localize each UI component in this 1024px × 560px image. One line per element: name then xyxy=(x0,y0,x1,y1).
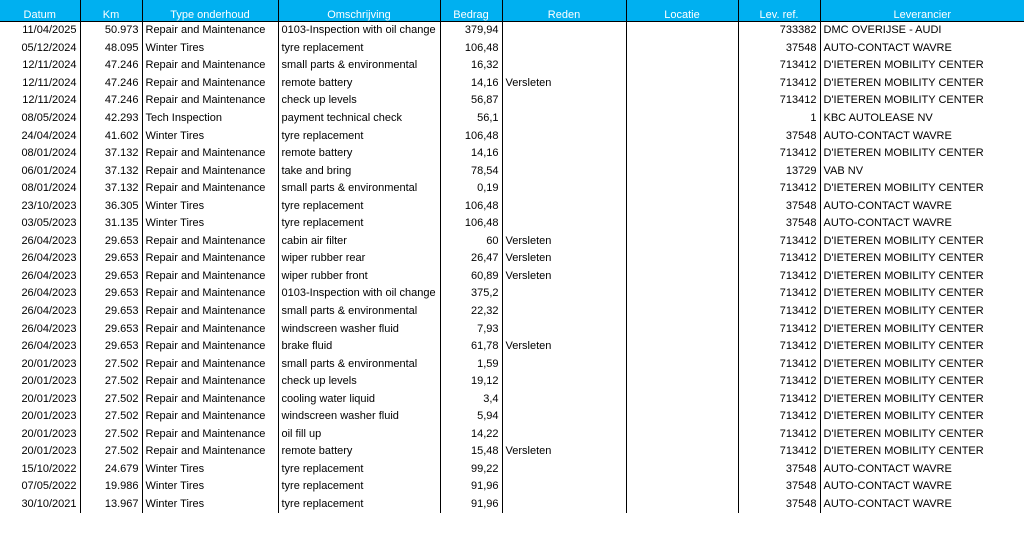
bedrag-cell[interactable]: 14,16 xyxy=(440,75,502,93)
km-cell[interactable]: 31.135 xyxy=(80,215,142,233)
omschrijving-cell[interactable]: remote battery xyxy=(278,145,440,163)
km-cell[interactable]: 27.502 xyxy=(80,408,142,426)
table-row[interactable] xyxy=(0,443,1024,461)
reden-cell[interactable] xyxy=(502,303,626,321)
leverancier-cell[interactable]: D'IETEREN MOBILITY CENTER xyxy=(820,75,1024,93)
column-header-bedrag[interactable]: Bedrag xyxy=(440,0,502,22)
bedrag-cell[interactable]: 61,78 xyxy=(440,338,502,356)
datum-cell[interactable]: 20/01/2023 xyxy=(21,357,77,370)
table-row[interactable] xyxy=(0,390,1024,408)
leverancier-cell[interactable]: D'IETEREN MOBILITY CENTER xyxy=(820,250,1024,268)
reden-cell[interactable] xyxy=(502,390,626,408)
type-onderhoud-cell[interactable]: Winter Tires xyxy=(142,496,278,514)
omschrijving-cell[interactable]: cabin air filter xyxy=(278,233,440,251)
table-row[interactable] xyxy=(0,426,1024,444)
locatie-cell[interactable] xyxy=(626,57,738,75)
reden-cell[interactable] xyxy=(502,110,626,128)
datum-cell[interactable]: 26/04/2023 xyxy=(21,322,77,335)
column-header-datum[interactable]: Datum xyxy=(0,0,80,22)
omschrijving-cell[interactable]: check up levels xyxy=(278,373,440,391)
type-onderhoud-cell[interactable]: Repair and Maintenance xyxy=(142,355,278,373)
locatie-cell[interactable] xyxy=(626,215,738,233)
km-cell[interactable]: 36.305 xyxy=(80,197,142,215)
bedrag-cell[interactable]: 26,47 xyxy=(440,250,502,268)
bedrag-cell[interactable]: 78,54 xyxy=(440,162,502,180)
reden-cell[interactable] xyxy=(502,426,626,444)
leverancier-cell[interactable]: VAB NV xyxy=(820,162,1024,180)
locatie-cell[interactable] xyxy=(626,443,738,461)
datum-cell[interactable]: 12/11/2024 xyxy=(22,94,77,107)
omschrijving-cell[interactable]: take and bring xyxy=(278,162,440,180)
bedrag-cell[interactable]: 56,87 xyxy=(440,92,502,110)
type-onderhoud-cell[interactable]: Repair and Maintenance xyxy=(142,443,278,461)
bedrag-cell[interactable]: 22,32 xyxy=(440,303,502,321)
km-cell[interactable]: 29.653 xyxy=(80,303,142,321)
header-row xyxy=(0,0,1024,22)
leverancier-cell[interactable]: D'IETEREN MOBILITY CENTER xyxy=(820,408,1024,426)
omschrijving-cell[interactable]: small parts & environmental xyxy=(278,57,440,75)
bedrag-cell[interactable]: 375,2 xyxy=(440,285,502,303)
type-onderhoud-cell[interactable]: Repair and Maintenance xyxy=(142,145,278,163)
datum-cell[interactable]: 07/05/2022 xyxy=(21,480,77,493)
omschrijving-cell[interactable]: tyre replacement xyxy=(278,461,440,479)
locatie-cell[interactable] xyxy=(626,75,738,93)
lev-ref-cell[interactable]: 13729 xyxy=(738,162,820,180)
km-cell[interactable]: 29.653 xyxy=(80,320,142,338)
datum-cell[interactable]: 26/04/2023 xyxy=(21,340,77,353)
km-cell[interactable]: 50.973 xyxy=(80,22,142,40)
bedrag-cell[interactable]: 14,22 xyxy=(440,426,502,444)
datum-cell[interactable]: 26/04/2023 xyxy=(21,287,77,300)
reden-cell[interactable] xyxy=(502,215,626,233)
reden-cell[interactable] xyxy=(502,496,626,514)
reden-cell[interactable] xyxy=(502,57,626,75)
table-row[interactable] xyxy=(0,496,1024,514)
datum-cell[interactable]: 26/04/2023 xyxy=(21,234,77,247)
lev-ref-cell[interactable]: 713412 xyxy=(738,285,820,303)
km-cell[interactable]: 27.502 xyxy=(80,355,142,373)
leverancier-cell[interactable]: D'IETEREN MOBILITY CENTER xyxy=(820,57,1024,75)
bedrag-cell[interactable]: 106,48 xyxy=(440,40,502,58)
datum-cell[interactable]: 20/01/2023 xyxy=(21,445,77,458)
km-cell[interactable]: 24.679 xyxy=(80,461,142,479)
leverancier-cell[interactable]: D'IETEREN MOBILITY CENTER xyxy=(820,320,1024,338)
omschrijving-cell[interactable]: small parts & environmental xyxy=(278,355,440,373)
table-row[interactable] xyxy=(0,250,1024,268)
leverancier-cell[interactable]: D'IETEREN MOBILITY CENTER xyxy=(820,390,1024,408)
omschrijving-cell[interactable]: tyre replacement xyxy=(278,197,440,215)
lev-ref-cell[interactable]: 713412 xyxy=(738,268,820,286)
leverancier-cell[interactable]: AUTO-CONTACT WAVRE xyxy=(820,215,1024,233)
omschrijving-cell[interactable]: wiper rubber front xyxy=(278,268,440,286)
leverancier-cell[interactable]: D'IETEREN MOBILITY CENTER xyxy=(820,233,1024,251)
table-row[interactable] xyxy=(0,320,1024,338)
lev-ref-cell[interactable]: 713412 xyxy=(738,233,820,251)
bedrag-cell[interactable]: 3,4 xyxy=(440,390,502,408)
leverancier-cell[interactable]: D'IETEREN MOBILITY CENTER xyxy=(820,92,1024,110)
datum-cell[interactable]: 12/11/2024 xyxy=(22,76,77,89)
type-onderhoud-cell[interactable]: Winter Tires xyxy=(142,127,278,145)
km-cell[interactable]: 29.653 xyxy=(80,338,142,356)
omschrijving-cell[interactable]: oil fill up xyxy=(278,426,440,444)
omschrijving-cell[interactable]: tyre replacement xyxy=(278,215,440,233)
omschrijving-cell[interactable]: small parts & environmental xyxy=(278,303,440,321)
omschrijving-cell[interactable]: payment technical check xyxy=(278,110,440,128)
locatie-cell[interactable] xyxy=(626,303,738,321)
reden-cell[interactable] xyxy=(502,373,626,391)
datum-cell[interactable]: 20/01/2023 xyxy=(21,427,77,440)
omschrijving-cell[interactable]: windscreen washer fluid xyxy=(278,408,440,426)
lev-ref-cell[interactable]: 37548 xyxy=(738,40,820,58)
datum-cell[interactable]: 08/01/2024 xyxy=(21,182,77,195)
lev-ref-cell[interactable]: 713412 xyxy=(738,390,820,408)
datum-cell[interactable]: 08/05/2024 xyxy=(21,112,77,124)
locatie-cell[interactable] xyxy=(626,496,738,514)
lev-ref-cell[interactable]: 713412 xyxy=(738,57,820,75)
table-row[interactable] xyxy=(0,22,1024,40)
table-row[interactable] xyxy=(0,57,1024,75)
omschrijving-cell[interactable]: check up levels xyxy=(278,92,440,110)
type-onderhoud-cell[interactable]: Repair and Maintenance xyxy=(142,303,278,321)
lev-ref-cell[interactable]: 713412 xyxy=(738,338,820,356)
omschrijving-cell[interactable]: wiper rubber rear xyxy=(278,250,440,268)
bedrag-cell[interactable]: 379,94 xyxy=(440,22,502,40)
reden-cell[interactable]: Versleten xyxy=(502,268,626,286)
lev-ref-cell[interactable]: 713412 xyxy=(738,145,820,163)
locatie-cell[interactable] xyxy=(626,250,738,268)
lev-ref-cell[interactable]: 713412 xyxy=(738,92,820,110)
table-row[interactable] xyxy=(0,40,1024,58)
type-onderhoud-cell[interactable]: Repair and Maintenance xyxy=(142,250,278,268)
table-row[interactable] xyxy=(0,338,1024,356)
lev-ref-cell[interactable]: 713412 xyxy=(738,373,820,391)
reden-cell[interactable] xyxy=(502,92,626,110)
datum-cell[interactable]: 11/04/2025 xyxy=(22,24,77,37)
datum-cell[interactable]: 12/11/2024 xyxy=(22,59,77,72)
km-cell[interactable]: 37.132 xyxy=(80,180,142,198)
lev-ref-cell[interactable]: 713412 xyxy=(738,320,820,338)
column-header-lev-ref[interactable]: Lev. ref. xyxy=(738,0,820,22)
bedrag-cell[interactable]: 56,1 xyxy=(440,110,502,128)
km-cell[interactable]: 47.246 xyxy=(80,57,142,75)
reden-cell[interactable] xyxy=(502,285,626,303)
bedrag-cell[interactable]: 19,12 xyxy=(440,373,502,391)
km-cell[interactable]: 13.967 xyxy=(80,496,142,514)
bedrag-cell[interactable]: 60 xyxy=(440,233,502,251)
leverancier-cell[interactable]: DMC OVERIJSE - AUDI xyxy=(820,22,1024,40)
locatie-cell[interactable] xyxy=(626,110,738,128)
leverancier-cell[interactable]: AUTO-CONTACT WAVRE xyxy=(820,127,1024,145)
km-cell[interactable]: 27.502 xyxy=(80,426,142,444)
lev-ref-cell[interactable]: 37548 xyxy=(738,496,820,514)
leverancier-cell[interactable]: D'IETEREN MOBILITY CENTER xyxy=(820,338,1024,356)
bedrag-cell[interactable]: 14,16 xyxy=(440,145,502,163)
reden-cell[interactable]: Versleten xyxy=(502,75,626,93)
type-onderhoud-cell[interactable]: Repair and Maintenance xyxy=(142,75,278,93)
lev-ref-cell[interactable]: 713412 xyxy=(738,443,820,461)
lev-ref-cell[interactable]: 37548 xyxy=(738,215,820,233)
bedrag-cell[interactable]: 7,93 xyxy=(440,320,502,338)
km-cell[interactable]: 27.502 xyxy=(80,390,142,408)
bedrag-cell[interactable]: 106,48 xyxy=(440,197,502,215)
leverancier-cell[interactable]: KBC AUTOLEASE NV xyxy=(820,110,1024,128)
table-row[interactable] xyxy=(0,285,1024,303)
type-onderhoud-cell[interactable]: Repair and Maintenance xyxy=(142,92,278,110)
lev-ref-cell[interactable]: 713412 xyxy=(738,250,820,268)
column-header-omschrijving[interactable]: Omschrijving xyxy=(278,0,440,22)
type-onderhoud-cell[interactable]: Repair and Maintenance xyxy=(142,162,278,180)
leverancier-cell[interactable]: AUTO-CONTACT WAVRE xyxy=(820,40,1024,58)
km-cell[interactable]: 48.095 xyxy=(80,40,142,58)
locatie-cell[interactable] xyxy=(626,162,738,180)
bedrag-cell[interactable]: 106,48 xyxy=(440,215,502,233)
leverancier-cell[interactable]: AUTO-CONTACT WAVRE xyxy=(820,478,1024,496)
omschrijving-cell[interactable]: tyre replacement xyxy=(278,478,440,496)
reden-cell[interactable]: Versleten xyxy=(502,250,626,268)
lev-ref-cell[interactable]: 37548 xyxy=(738,127,820,145)
locatie-cell[interactable] xyxy=(626,127,738,145)
column-header-type-onderhoud[interactable]: Type onderhoud xyxy=(142,0,278,22)
locatie-cell[interactable] xyxy=(626,408,738,426)
table-row[interactable] xyxy=(0,75,1024,93)
km-cell[interactable]: 42.293 xyxy=(80,110,142,128)
type-onderhoud-cell[interactable]: Winter Tires xyxy=(142,197,278,215)
column-header-reden[interactable]: Reden xyxy=(502,0,626,22)
type-onderhoud-cell[interactable]: Repair and Maintenance xyxy=(142,373,278,391)
leverancier-cell[interactable]: D'IETEREN MOBILITY CENTER xyxy=(820,285,1024,303)
type-onderhoud-cell[interactable]: Repair and Maintenance xyxy=(142,57,278,75)
leverancier-cell[interactable]: AUTO-CONTACT WAVRE xyxy=(820,461,1024,479)
table-body xyxy=(0,22,1024,514)
type-onderhoud-cell[interactable]: Repair and Maintenance xyxy=(142,426,278,444)
leverancier-cell[interactable]: D'IETEREN MOBILITY CENTER xyxy=(820,373,1024,391)
omschrijving-cell[interactable]: 0103-Inspection with oil change xyxy=(278,22,440,40)
column-header-locatie[interactable]: Locatie xyxy=(626,0,738,22)
km-cell[interactable]: 47.246 xyxy=(80,75,142,93)
reden-cell[interactable] xyxy=(502,180,626,198)
datum-cell[interactable]: 15/10/2022 xyxy=(21,462,77,475)
locatie-cell[interactable] xyxy=(626,461,738,479)
type-onderhoud-cell[interactable]: Repair and Maintenance xyxy=(142,268,278,286)
bedrag-cell[interactable]: 5,94 xyxy=(440,408,502,426)
datum-cell[interactable]: 06/01/2024 xyxy=(21,164,77,177)
km-cell[interactable]: 37.132 xyxy=(80,162,142,180)
table-row[interactable] xyxy=(0,355,1024,373)
datum-cell[interactable]: 23/10/2023 xyxy=(21,199,77,212)
reden-cell[interactable]: Versleten xyxy=(502,338,626,356)
reden-cell[interactable] xyxy=(502,145,626,163)
km-cell[interactable]: 47.246 xyxy=(80,92,142,110)
leverancier-cell[interactable]: D'IETEREN MOBILITY CENTER xyxy=(820,443,1024,461)
table-row[interactable] xyxy=(0,268,1024,286)
datum-cell[interactable]: 20/01/2023 xyxy=(21,410,77,423)
omschrijving-cell[interactable]: cooling water liquid xyxy=(278,390,440,408)
reden-cell[interactable] xyxy=(502,162,626,180)
km-cell[interactable]: 37.132 xyxy=(80,145,142,163)
table-row[interactable] xyxy=(0,233,1024,251)
bedrag-cell[interactable]: 91,96 xyxy=(440,478,502,496)
leverancier-cell[interactable]: D'IETEREN MOBILITY CENTER xyxy=(820,145,1024,163)
column-header-km[interactable]: Km xyxy=(80,0,142,22)
locatie-cell[interactable] xyxy=(626,92,738,110)
type-onderhoud-cell[interactable]: Repair and Maintenance xyxy=(142,180,278,198)
omschrijving-cell[interactable]: tyre replacement xyxy=(278,496,440,514)
reden-cell[interactable] xyxy=(502,197,626,215)
table-row[interactable] xyxy=(0,197,1024,215)
datum-cell[interactable]: 30/10/2021 xyxy=(21,498,77,511)
locatie-cell[interactable] xyxy=(626,22,738,40)
table-row[interactable] xyxy=(0,373,1024,391)
datum-cell[interactable]: 20/01/2023 xyxy=(21,375,77,388)
table-row[interactable] xyxy=(0,162,1024,180)
locatie-cell[interactable] xyxy=(626,285,738,303)
omschrijving-cell[interactable]: 0103-Inspection with oil change xyxy=(278,285,440,303)
omschrijving-cell[interactable]: tyre replacement xyxy=(278,127,440,145)
lev-ref-cell[interactable]: 713412 xyxy=(738,180,820,198)
km-cell[interactable]: 27.502 xyxy=(80,373,142,391)
locatie-cell[interactable] xyxy=(626,320,738,338)
bedrag-cell[interactable]: 60,89 xyxy=(440,268,502,286)
reden-cell[interactable] xyxy=(502,127,626,145)
datum-cell[interactable]: 26/04/2023 xyxy=(21,252,77,265)
table-row[interactable] xyxy=(0,110,1024,128)
type-onderhoud-cell[interactable]: Repair and Maintenance xyxy=(142,285,278,303)
leverancier-cell[interactable]: D'IETEREN MOBILITY CENTER xyxy=(820,268,1024,286)
type-onderhoud-cell[interactable]: Winter Tires xyxy=(142,40,278,58)
locatie-cell[interactable] xyxy=(626,426,738,444)
bedrag-cell[interactable]: 1,59 xyxy=(440,355,502,373)
leverancier-cell[interactable]: D'IETEREN MOBILITY CENTER xyxy=(820,180,1024,198)
datum-cell[interactable]: 26/04/2023 xyxy=(21,269,77,282)
lev-ref-cell[interactable]: 713412 xyxy=(738,75,820,93)
locatie-cell[interactable] xyxy=(626,180,738,198)
datum-cell[interactable]: 20/01/2023 xyxy=(21,392,77,405)
km-cell[interactable]: 19.986 xyxy=(80,478,142,496)
type-onderhoud-cell[interactable]: Tech Inspection xyxy=(142,110,278,128)
type-onderhoud-cell[interactable]: Repair and Maintenance xyxy=(142,390,278,408)
reden-cell[interactable] xyxy=(502,408,626,426)
omschrijving-cell[interactable]: tyre replacement xyxy=(278,40,440,58)
table-row[interactable] xyxy=(0,180,1024,198)
km-cell[interactable]: 27.502 xyxy=(80,443,142,461)
reden-cell[interactable] xyxy=(502,478,626,496)
datum-cell[interactable]: 03/05/2023 xyxy=(21,217,77,230)
datum-cell[interactable]: 26/04/2023 xyxy=(21,305,77,318)
reden-cell[interactable] xyxy=(502,40,626,58)
lev-ref-cell[interactable]: 1 xyxy=(738,110,820,128)
bedrag-cell[interactable]: 106,48 xyxy=(440,127,502,145)
table-row[interactable] xyxy=(0,461,1024,479)
table-row[interactable] xyxy=(0,145,1024,163)
datum-cell[interactable]: 05/12/2024 xyxy=(21,41,77,54)
lev-ref-cell[interactable]: 733382 xyxy=(738,22,820,40)
table-row[interactable] xyxy=(0,92,1024,110)
reden-cell[interactable]: Versleten xyxy=(502,443,626,461)
leverancier-cell[interactable]: AUTO-CONTACT WAVRE xyxy=(820,197,1024,215)
datum-cell[interactable]: 08/01/2024 xyxy=(21,147,77,160)
locatie-cell[interactable] xyxy=(626,145,738,163)
type-onderhoud-cell[interactable]: Repair and Maintenance xyxy=(142,22,278,40)
bedrag-cell[interactable]: 99,22 xyxy=(440,461,502,479)
type-onderhoud-cell[interactable]: Repair and Maintenance xyxy=(142,338,278,356)
type-onderhoud-cell[interactable]: Repair and Maintenance xyxy=(142,320,278,338)
table-row[interactable] xyxy=(0,408,1024,426)
locatie-cell[interactable] xyxy=(626,338,738,356)
lev-ref-cell[interactable]: 713412 xyxy=(738,355,820,373)
lev-ref-cell[interactable]: 37548 xyxy=(738,478,820,496)
locatie-cell[interactable] xyxy=(626,197,738,215)
omschrijving-cell[interactable]: remote battery xyxy=(278,443,440,461)
leverancier-cell[interactable]: AUTO-CONTACT WAVRE xyxy=(820,496,1024,514)
lev-ref-cell[interactable]: 37548 xyxy=(738,461,820,479)
type-onderhoud-cell[interactable]: Winter Tires xyxy=(142,461,278,479)
reden-cell[interactable] xyxy=(502,320,626,338)
bedrag-cell[interactable]: 16,32 xyxy=(440,57,502,75)
lev-ref-cell[interactable]: 713412 xyxy=(738,408,820,426)
reden-cell[interactable]: Versleten xyxy=(502,233,626,251)
type-onderhoud-cell[interactable]: Winter Tires xyxy=(142,215,278,233)
omschrijving-cell[interactable]: small parts & environmental xyxy=(278,180,440,198)
km-cell[interactable]: 29.653 xyxy=(80,285,142,303)
bedrag-cell[interactable]: 91,96 xyxy=(440,496,502,514)
omschrijving-cell[interactable]: windscreen washer fluid xyxy=(278,320,440,338)
bedrag-cell[interactable]: 0,19 xyxy=(440,180,502,198)
column-header-leverancier[interactable]: Leverancier xyxy=(820,0,1024,22)
reden-cell[interactable] xyxy=(502,355,626,373)
table-row[interactable] xyxy=(0,478,1024,496)
km-cell[interactable]: 41.602 xyxy=(80,127,142,145)
leverancier-cell[interactable]: D'IETEREN MOBILITY CENTER xyxy=(820,355,1024,373)
lev-ref-cell[interactable]: 37548 xyxy=(738,197,820,215)
locatie-cell[interactable] xyxy=(626,268,738,286)
omschrijving-cell[interactable]: brake fluid xyxy=(278,338,440,356)
reden-cell[interactable] xyxy=(502,22,626,40)
omschrijving-cell[interactable]: remote battery xyxy=(278,75,440,93)
table-row[interactable] xyxy=(0,303,1024,321)
reden-cell[interactable] xyxy=(502,461,626,479)
locatie-cell[interactable] xyxy=(626,40,738,58)
km-cell[interactable]: 29.653 xyxy=(80,233,142,251)
km-cell[interactable]: 29.653 xyxy=(80,250,142,268)
locatie-cell[interactable] xyxy=(626,355,738,373)
type-onderhoud-cell[interactable]: Repair and Maintenance xyxy=(142,233,278,251)
lev-ref-cell[interactable]: 713412 xyxy=(738,303,820,321)
km-cell[interactable]: 29.653 xyxy=(80,268,142,286)
type-onderhoud-cell[interactable]: Winter Tires xyxy=(142,478,278,496)
locatie-cell[interactable] xyxy=(626,478,738,496)
locatie-cell[interactable] xyxy=(626,233,738,251)
bedrag-cell[interactable]: 15,48 xyxy=(440,443,502,461)
datum-cell[interactable]: 24/04/2024 xyxy=(21,129,77,142)
locatie-cell[interactable] xyxy=(626,390,738,408)
table-row[interactable] xyxy=(0,127,1024,145)
lev-ref-cell[interactable]: 713412 xyxy=(738,426,820,444)
leverancier-cell[interactable]: D'IETEREN MOBILITY CENTER xyxy=(820,426,1024,444)
type-onderhoud-cell[interactable]: Repair and Maintenance xyxy=(142,408,278,426)
leverancier-cell[interactable]: D'IETEREN MOBILITY CENTER xyxy=(820,303,1024,321)
locatie-cell[interactable] xyxy=(626,373,738,391)
table-row[interactable] xyxy=(0,215,1024,233)
